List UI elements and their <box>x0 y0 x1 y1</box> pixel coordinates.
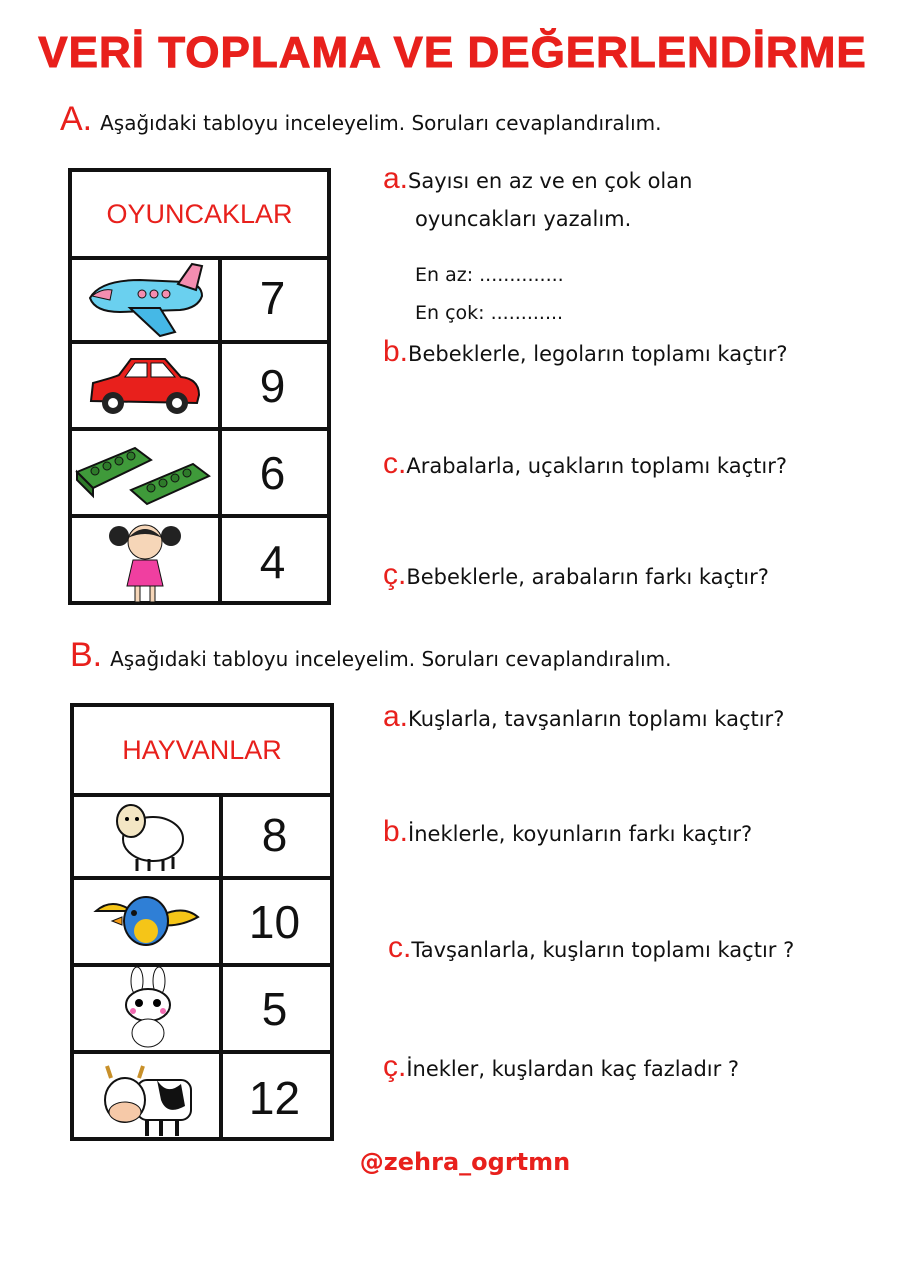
instruction: Aşağıdaki tabloyu inceleyelim. Soruları cevaplandıralım. <box>100 111 662 135</box>
question-text: İnekler, kuşlardan kaç fazladır ? <box>406 1057 740 1081</box>
table-row <box>72 518 327 605</box>
toys-table <box>68 168 331 605</box>
airplane-icon <box>72 256 222 340</box>
count-value: 6 <box>259 446 286 499</box>
question-c-cedilla <box>383 556 769 596</box>
count-value: 4 <box>259 535 286 588</box>
count-value: 7 <box>259 272 286 324</box>
table-row <box>72 431 327 518</box>
question-a <box>383 160 692 238</box>
question-b <box>383 333 788 373</box>
question-letter: a. <box>383 162 409 195</box>
count-value: 12 <box>248 1071 301 1124</box>
question-text: Arabalarla, uçakların toplamı kaçtır? <box>406 454 787 478</box>
doll-icon <box>72 518 222 605</box>
section-letter: A. <box>60 100 93 138</box>
question-text: oyuncakları yazalım. <box>415 207 632 231</box>
author-handle: @zehra_ogrtmn <box>359 1148 571 1176</box>
question-a <box>383 698 784 738</box>
answer-most: En çok: ............ <box>415 302 564 324</box>
count-value: 9 <box>259 359 286 412</box>
page-title: VERİ TOPLAMA VE DEĞERLENDİRME <box>38 28 867 77</box>
table-row <box>74 1054 330 1141</box>
question-letter: b. <box>383 815 409 848</box>
table-row <box>74 880 330 967</box>
lego-icon <box>72 431 222 514</box>
answer-lines <box>415 256 564 332</box>
table-row <box>74 793 330 880</box>
table-row <box>72 256 327 344</box>
bird-icon <box>74 880 223 963</box>
section-letter: B. <box>70 636 103 674</box>
question-c <box>383 445 787 485</box>
question-text: Kuşlarla, tavşanların toplamı kaçtır? <box>408 707 785 731</box>
cow-icon <box>74 1054 223 1141</box>
section-a-heading <box>60 100 662 139</box>
question-b <box>383 813 752 853</box>
question-letter: c. <box>383 447 407 480</box>
question-c-cedilla <box>383 1048 739 1088</box>
question-letter: ç. <box>383 558 407 591</box>
rabbit-icon <box>74 967 223 1050</box>
answer-least: En az: .............. <box>415 264 564 286</box>
count-value: 8 <box>261 808 288 861</box>
sheep-icon <box>74 793 223 876</box>
question-text: Tavşanlarla, kuşların toplamı kaçtır ? <box>411 938 795 962</box>
question-letter: c. <box>388 931 412 964</box>
table-row <box>74 967 330 1054</box>
count-value: 5 <box>261 982 288 1035</box>
table-header: OYUNCAKLAR <box>72 172 327 260</box>
question-c <box>388 929 794 969</box>
table-header: HAYVANLAR <box>74 707 330 797</box>
table-row <box>72 344 327 431</box>
question-text: Bebeklerle, arabaların farkı kaçtır? <box>406 565 769 589</box>
question-text: Bebeklerle, legoların toplamı kaçtır? <box>408 342 788 366</box>
animals-table <box>70 703 334 1141</box>
question-letter: ç. <box>383 1050 407 1083</box>
car-icon <box>72 344 222 427</box>
question-letter: a. <box>383 700 409 733</box>
question-text: İneklerle, koyunların farkı kaçtır? <box>408 822 753 846</box>
question-letter: b. <box>383 335 409 368</box>
instruction: Aşağıdaki tabloyu inceleyelim. Soruları cevaplandıralım. <box>110 647 672 671</box>
count-value: 10 <box>248 895 301 948</box>
question-text: Sayısı en az ve en çok olan <box>408 169 693 193</box>
section-b-heading <box>70 636 672 675</box>
